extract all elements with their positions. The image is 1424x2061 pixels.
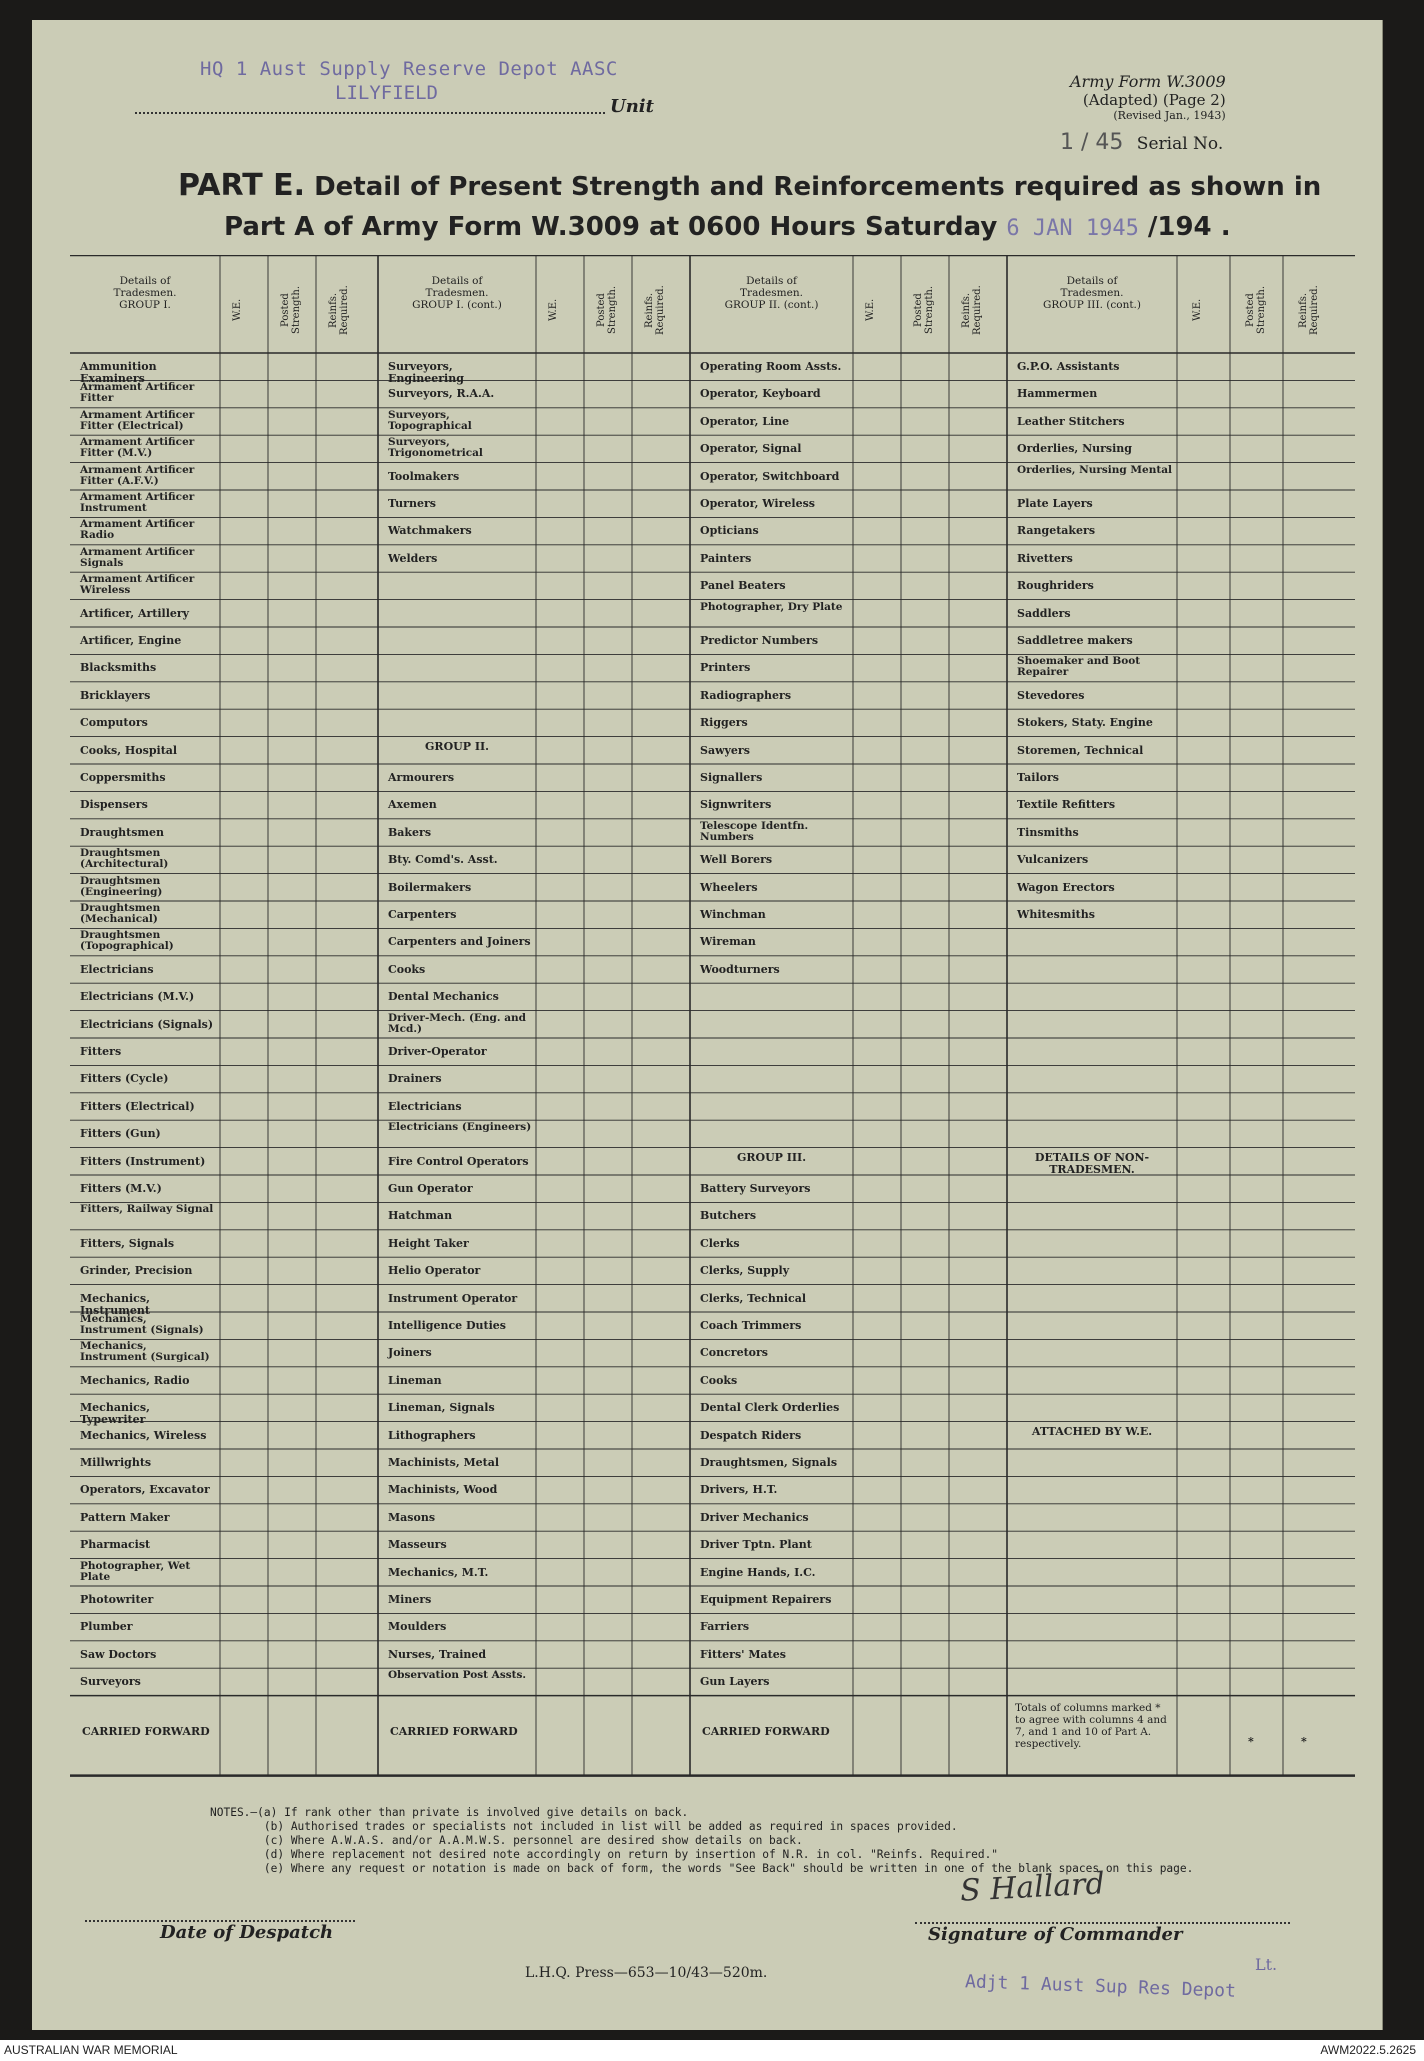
trade-row-g3-1: Operator, Keyboard (700, 387, 821, 401)
trade-row-g3-2: Operator, Line (700, 414, 790, 428)
trade-row-g1-44: Photographer, Wet Plate (80, 1559, 191, 1583)
trade-row-g3-45: Equipment Repairers (700, 1593, 832, 1606)
title-year: /194 (1147, 212, 1212, 242)
trade-row-g1-21: Draughtsmen (Topographical) (80, 929, 174, 953)
form-adapted: (Adapted) (Page 2) (1082, 91, 1226, 109)
trade-row-g3-0: Operating Room Assts. (700, 360, 842, 373)
trade-row-g4-7: Rivetters (1017, 551, 1073, 565)
serial-label: Serial No. (1136, 134, 1224, 154)
trade-row-g1-16: Dispensers (80, 798, 148, 812)
column-header-g3-posted-strength: Posted Strength. (913, 285, 935, 335)
trade-row-g3-16: Signwriters (700, 798, 772, 812)
title-dot: . (1220, 212, 1231, 242)
trade-row-g2-29: Fire Control Operators (388, 1154, 529, 1168)
trade-row-g2-22: Cooks (388, 962, 426, 976)
trade-row-g1-28: Fitters (Gun) (80, 1127, 161, 1141)
trade-row-g2-17: Bakers (388, 825, 432, 839)
trade-row-g4-15: Tailors (1017, 771, 1059, 784)
footer-accession: AWM2022.5.2625 (1320, 2043, 1416, 2057)
trade-row-g1-25: Fitters (80, 1045, 122, 1058)
trade-row-g1-48: Surveyors (80, 1675, 141, 1689)
rank-stamp: Lt. (1255, 1955, 1278, 1974)
trade-row-g3-11: Printers (700, 661, 751, 675)
trade-row-g1-47: Saw Doctors (80, 1647, 157, 1661)
column-header-g3: Details of Tradesmen. GROUP II. (cont.) (724, 275, 819, 311)
trade-row-g1-17: Draughtsmen (80, 825, 165, 839)
trade-row-g2-34: Instrument Operator (388, 1291, 518, 1305)
notes-block (210, 1806, 1193, 1876)
trade-row-g1-7: Armament Artificer Signals (80, 545, 195, 569)
unit-stamp: HQ 1 Aust Supply Reserve Depot AASC (200, 58, 618, 80)
title-line1: Detail of Present Strength and Reinforcements required as shown in (314, 172, 1322, 202)
trade-row-g2-27: Electricians (388, 1099, 462, 1113)
trade-row-g1-4: Armament Artificer Fitter (A.F.V.) (80, 463, 195, 487)
note-1: (b) Authorised trades or specialists not included in list will be added as required in spaces provided. (210, 1820, 958, 1833)
carried-forward-g1: CARRIED FORWARD (82, 1724, 210, 1738)
column-header-g2: Details of Tradesmen. GROUP I. (cont.) (412, 275, 502, 311)
column-header-g1-reinfs-required: Reinfs. Required. (328, 285, 350, 335)
form-number: Army Form W.3009 (1070, 72, 1226, 91)
column-header-g2-we: W.E. (548, 298, 559, 322)
trade-row-g1-27: Fitters (Electrical) (80, 1099, 195, 1113)
column-header-g3-reinfs-required: Reinfs. Required. (961, 285, 983, 335)
trade-row-g3-30: Battery Surveyors (700, 1182, 811, 1195)
trade-row-g3-22: Woodturners (700, 962, 780, 976)
trade-row-g3-15: Signallers (700, 771, 763, 784)
trade-row-g4-11: Shoemaker and Boot Repairer (1017, 655, 1141, 679)
strength-table (70, 255, 1355, 1800)
note-4: (e) Where any request or notation is made on back of form, the words "See Back" should be written in one of the blank spaces on this page. (210, 1862, 1194, 1875)
trade-row-g1-19: Draughtsmen (Engineering) (80, 874, 163, 898)
trade-row-g3-48: Gun Layers (700, 1675, 770, 1689)
trade-row-g1-35: Mechanics, Instrument (Signals) (80, 1313, 204, 1336)
column-header-g1: Details of Tradesmen. GROUP I. (113, 275, 177, 311)
trade-row-g2-14: GROUP II. (425, 739, 489, 753)
column-header-g4-reinfs-required: Reinfs. Required. (1297, 285, 1320, 335)
serial-number (1060, 130, 1223, 155)
trade-row-g4-13: Stokers, Staty. Engine (1017, 716, 1153, 730)
trade-row-g2-20: Carpenters (388, 908, 457, 921)
trade-row-g2-31: Hatchman (388, 1209, 453, 1223)
trade-row-g3-17: Telescope Identfn. Numbers (700, 819, 809, 843)
trade-row-g1-6: Armament Artificer Radio (80, 518, 195, 542)
trade-row-g3-38: Dental Clerk Orderlies (700, 1401, 840, 1415)
trade-row-g3-29: GROUP III. (736, 1150, 807, 1164)
trade-row-g1-46: Plumber (80, 1620, 133, 1634)
trade-row-g3-10: Predictor Numbers (700, 634, 819, 647)
trade-row-g3-40: Draughtsmen, Signals (700, 1456, 838, 1469)
unit-stamp-location: LILYFIELD (335, 82, 438, 104)
trade-row-g1-13: Computors (80, 716, 148, 730)
trade-row-g1-8: Armament Artificer Wireless (80, 573, 195, 597)
trade-row-g3-18: Well Borers (700, 853, 773, 867)
date-stamp: 6 JAN 1945 (1006, 216, 1139, 241)
trade-row-g2-32: Height Taker (388, 1236, 469, 1250)
trade-row-g3-34: Clerks, Technical (700, 1291, 806, 1305)
trade-row-g2-5: Turners (388, 497, 436, 510)
trade-row-g3-39: Despatch Riders (700, 1428, 802, 1442)
adjutant-stamp: Adjt 1 Aust Sup Res Depot (964, 1971, 1237, 2002)
trade-row-g1-39: Mechanics, Wireless (80, 1428, 207, 1442)
trade-row-g2-45: Miners (388, 1593, 432, 1606)
trade-row-g3-14: Sawyers (700, 743, 750, 757)
column-header-g2-posted-strength: Posted Strength. (596, 285, 618, 335)
carried-forward-g2: CARRIED FORWARD (390, 1724, 518, 1738)
trade-row-g1-26: Fitters (Cycle) (80, 1072, 169, 1086)
trade-row-g2-46: Moulders (388, 1620, 447, 1634)
asterisk-posted: * (1248, 1734, 1254, 1748)
trade-row-g4-6: Rangetakers (1017, 524, 1096, 538)
trade-row-g1-15: Coppersmiths (80, 771, 166, 784)
column-header-g1-posted-strength: Posted Strength. (280, 285, 302, 335)
column-header-g1-we: W.E. (232, 298, 243, 322)
title-part: PART E. (178, 168, 306, 203)
trade-row-g2-2: Surveyors, Topographical (388, 408, 472, 432)
trade-row-g4-39: ATTACHED BY W.E. (1031, 1424, 1153, 1438)
trade-row-g1-33: Grinder, Precision (80, 1264, 193, 1278)
asterisk-reinfs: * (1301, 1734, 1307, 1748)
trade-row-g1-43: Pharmacist (80, 1538, 151, 1552)
trade-row-g1-3: Armament Artificer Fitter (M.V.) (80, 436, 195, 460)
trade-row-g2-18: Bty. Comd's. Asst. (388, 853, 498, 867)
trade-row-g1-2: Armament Artificer Fitter (Electrical) (80, 408, 195, 432)
trade-row-g3-20: Winchman (700, 908, 766, 921)
trade-row-g2-48: Observation Post Assts. (388, 1669, 527, 1682)
form-revised: (Revised Jan., 1943) (1113, 109, 1226, 122)
trade-row-g4-10: Saddletree makers (1017, 634, 1133, 647)
trade-row-g3-36: Concretors (700, 1346, 768, 1360)
trade-row-g2-37: Lineman (388, 1373, 442, 1387)
trade-row-g4-16: Textile Refitters (1017, 798, 1116, 812)
trade-row-g2-40: Machinists, Metal (388, 1456, 500, 1469)
footer-institution: AUSTRALIAN WAR MEMORIAL (4, 2043, 178, 2057)
trade-row-g4-19: Wagon Erectors (1017, 880, 1115, 894)
trade-row-g2-16: Axemen (388, 798, 437, 812)
trade-row-g2-24: Driver-Mech. (Eng. and Mcd.) (388, 1011, 526, 1035)
trade-row-g1-5: Armament Artificer Instrument (80, 491, 195, 514)
form-id (1070, 72, 1226, 122)
trade-row-g1-14: Cooks, Hospital (80, 743, 178, 757)
column-header-g4: Details of Tradesmen. GROUP III. (cont.) (1043, 275, 1141, 311)
trade-row-g3-19: Wheelers (700, 880, 758, 894)
serial-value: 1 / 45 (1060, 130, 1124, 155)
trade-row-g1-11: Blacksmiths (80, 661, 157, 675)
trade-row-g4-20: Whitesmiths (1017, 908, 1095, 921)
trade-row-g3-6: Opticians (700, 524, 759, 538)
column-header-g4-we: W.E. (1191, 298, 1203, 322)
trade-row-g2-35: Intelligence Duties (388, 1319, 506, 1332)
column-header-g4-posted-strength: Posted Strength. (1244, 285, 1267, 335)
trade-row-g3-37: Cooks (700, 1373, 738, 1387)
commander-signature: S Hallard (959, 1866, 1106, 1909)
trade-row-g1-24: Electricians (Signals) (80, 1017, 214, 1031)
trade-row-g3-33: Clerks, Supply (700, 1264, 790, 1278)
trade-row-g3-13: Riggers (700, 716, 748, 730)
trade-row-g2-26: Drainers (388, 1072, 442, 1086)
press-mark: L.H.Q. Press—653—10/43—520m. (525, 1965, 768, 1981)
trade-row-g1-10: Artificer, Engine (80, 634, 182, 647)
trade-row-g3-32: Clerks (700, 1236, 740, 1250)
carried-forward-g3: CARRIED FORWARD (702, 1724, 830, 1738)
trade-row-g2-30: Gun Operator (388, 1182, 473, 1195)
trade-row-g1-34: Mechanics, Instrument (80, 1291, 150, 1317)
trade-row-g3-21: Wireman (700, 935, 756, 949)
trade-row-g2-19: Boilermakers (388, 880, 472, 894)
trade-row-g1-32: Fitters, Signals (80, 1236, 175, 1250)
trade-row-g3-42: Driver Mechanics (700, 1510, 809, 1524)
trade-row-g2-23: Dental Mechanics (388, 990, 499, 1004)
trade-row-g3-12: Radiographers (700, 688, 792, 702)
column-header-g2-reinfs-required: Reinfs. Required. (644, 285, 666, 335)
trade-row-g4-18: Vulcanizers (1017, 853, 1089, 867)
trade-row-g2-21: Carpenters and Joiners (388, 935, 531, 949)
trade-row-g4-4: Orderlies, Nursing Mental (1017, 463, 1172, 476)
trade-row-g3-43: Driver Tptn. Plant (700, 1538, 812, 1552)
trade-row-g1-23: Electricians (M.V.) (80, 990, 195, 1004)
trade-row-g2-0: Surveyors, Engineering (388, 360, 464, 385)
trade-row-g3-47: Fitters' Mates (700, 1647, 786, 1661)
trade-row-g1-22: Electricians (80, 962, 154, 976)
trade-row-g1-0: Ammunition Examiners (80, 360, 157, 385)
trade-row-g3-31: Butchers (700, 1209, 757, 1223)
trade-row-g1-41: Operators, Excavator (80, 1483, 210, 1497)
trade-row-g1-29: Fitters (Instrument) (80, 1154, 206, 1168)
trade-row-g4-17: Tinsmiths (1017, 825, 1079, 839)
trade-row-g1-42: Pattern Maker (80, 1510, 170, 1524)
trade-row-g2-42: Masons (388, 1510, 436, 1524)
trade-row-g1-40: Millwrights (80, 1456, 152, 1469)
trade-row-g3-35: Coach Trimmers (700, 1319, 802, 1332)
unit-label: Unit (610, 96, 654, 117)
trade-row-g2-3: Surveyors, Trigonometrical (388, 436, 483, 460)
trade-row-g2-4: Toolmakers (388, 469, 460, 483)
trade-row-g1-45: Photowriter (80, 1593, 154, 1606)
trade-row-g2-47: Nurses, Trained (388, 1647, 487, 1661)
trade-row-g2-38: Lineman, Signals (388, 1401, 495, 1415)
title-line2: Part A of Army Form W.3009 at 0600 Hours Saturday (224, 212, 998, 242)
signature-label: Signature of Commander (928, 1924, 1183, 1945)
trade-row-g4-5: Plate Layers (1017, 497, 1093, 510)
trade-row-g2-6: Watchmakers (388, 524, 472, 538)
note-2: (c) Where A.W.A.S. and/or A.A.M.W.S. personnel are desired show details on back. (210, 1834, 803, 1847)
trade-row-g4-2: Leather Stitchers (1017, 414, 1125, 428)
trade-row-g2-25: Driver-Operator (388, 1045, 487, 1058)
date-of-despatch-label: Date of Despatch (160, 1922, 334, 1943)
trade-row-g2-39: Lithographers (388, 1428, 476, 1442)
trade-row-g2-28: Electricians (Engineers) (388, 1121, 532, 1134)
column-header-g3-we: W.E. (865, 298, 876, 322)
trade-row-g4-3: Orderlies, Nursing (1017, 442, 1132, 456)
trade-row-g1-38: Mechanics, Typewriter (80, 1401, 150, 1427)
trade-row-g4-9: Saddlers (1017, 606, 1071, 620)
trade-row-g3-44: Engine Hands, I.C. (700, 1565, 816, 1579)
trade-row-g1-37: Mechanics, Radio (80, 1373, 190, 1387)
trade-row-g3-41: Drivers, H.T. (700, 1483, 778, 1497)
trade-row-g1-18: Draughtsmen (Architectural) (80, 847, 169, 871)
trade-row-g2-41: Machinists, Wood (388, 1483, 498, 1497)
page-title (178, 166, 1321, 249)
note-3: (d) Where replacement not desired note accordingly on return by insertion of N.R. in col. "Reinfs. Required." (210, 1848, 999, 1861)
trade-row-g1-1: Armament Artificer Fitter (80, 381, 195, 405)
trade-row-g1-36: Mechanics, Instrument (Surgical) (80, 1340, 210, 1364)
trade-row-g3-4: Operator, Switchboard (700, 469, 840, 483)
trade-row-g4-12: Stevedores (1017, 688, 1085, 702)
trade-row-g4-0: G.P.O. Assistants (1017, 360, 1120, 373)
trade-row-g1-31: Fitters, Railway Signal (80, 1203, 214, 1216)
trade-row-g3-9: Photographer, Dry Plate (700, 600, 843, 613)
trade-row-g3-5: Operator, Wireless (700, 497, 815, 510)
trade-row-g4-29: DETAILS OF NON-TRADESMEN. (1034, 1150, 1150, 1176)
trade-row-g4-8: Roughriders (1017, 579, 1094, 593)
trade-row-g3-7: Painters (700, 551, 752, 565)
trade-row-g3-46: Farriers (700, 1620, 750, 1634)
trade-row-g2-7: Welders (388, 551, 438, 565)
trade-row-g3-3: Operator, Signal (700, 442, 802, 456)
trade-row-g2-33: Helio Operator (388, 1264, 481, 1278)
trade-row-g3-8: Panel Beaters (700, 579, 786, 593)
note-0: NOTES.—(a) If rank other than private is involved give details on back. (210, 1806, 689, 1819)
trade-row-g1-20: Draughtsmen (Mechanical) (80, 902, 161, 925)
trade-row-g1-12: Bricklayers (80, 688, 151, 702)
trade-row-g4-14: Storemen, Technical (1017, 743, 1144, 757)
unit-line (135, 112, 605, 114)
trade-row-g2-43: Masseurs (388, 1538, 447, 1552)
totals-note: Totals of columns marked * to agree with columns 4 and 7, and 1 and 10 of Part A. respectively. (1015, 1701, 1167, 1750)
trade-row-g2-1: Surveyors, R.A.A. (388, 387, 495, 401)
trade-row-g4-1: Hammermen (1017, 387, 1098, 401)
trade-row-g1-30: Fitters (M.V.) (80, 1182, 162, 1195)
archive-footer (0, 2040, 1424, 2061)
trade-row-g2-15: Armourers (388, 771, 455, 784)
trade-row-g1-9: Artificer, Artillery (80, 606, 190, 620)
trade-row-g2-36: Joiners (388, 1346, 432, 1360)
trade-row-g2-44: Mechanics, M.T. (388, 1565, 489, 1579)
